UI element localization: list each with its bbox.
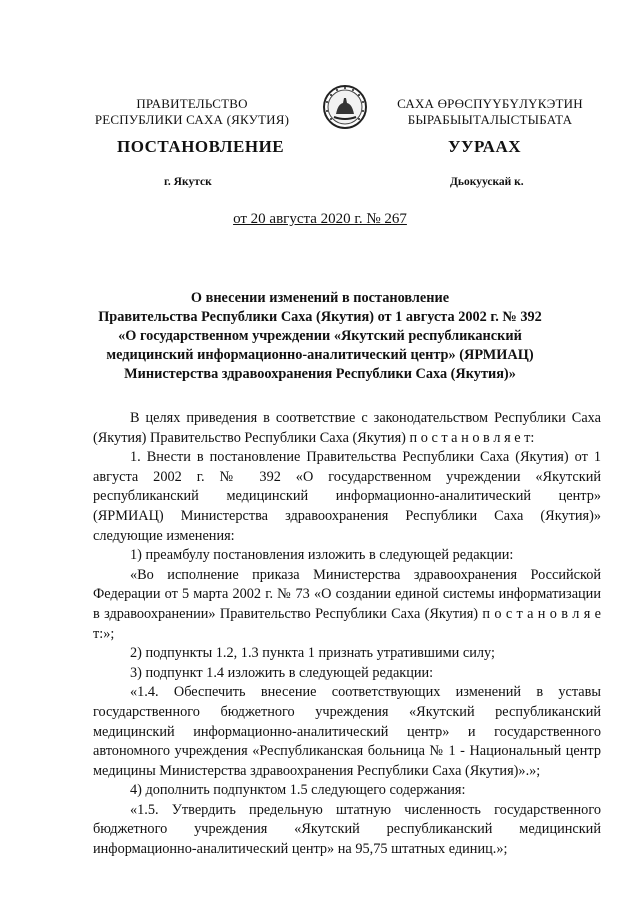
document-type-sah: УУРААХ [448, 137, 521, 156]
heading-line: «О государственном учреждении «Якутский республиканский [118, 328, 522, 344]
body-paragraph: «Во исполнение приказа Министерства здравоохранения Российской Федерации от 5 марта 2002 г. № 73 «О создании единой системы информатизации в здравоохранении» Правительство Республики Саха (Якутия) п о с т а н о в л я е т:»; [93, 566, 601, 642]
header-right-line2: БЫРАБЫЫТАЛЫСТЫБАТА [407, 112, 573, 127]
body-paragraph: 1. Внести в постановление Правительства Республики Саха (Якутия) от 1 августа 2002 г. № 392 «О государственном учреждении «Якутский республиканский медицинский информационно-аналитический центр» (ЯРМИАЦ) Министерства здравоохранения Республики Саха (Якутия)» следующие изменения: [93, 449, 601, 544]
date-number: от 20 августа 2020 г. № 267 [233, 211, 407, 227]
header-right-line1: САХА ӨРӨСПҮҮБҮЛҮКЭТИН [397, 96, 583, 111]
document-body [93, 409, 601, 860]
body-paragraph: «1.5. Утвердить предельную штатную численность государственного бюджетного учреждения «Якутский республиканский медицинский информационно-аналитический центр» на 95,75 штатных единиц.»; [93, 801, 601, 858]
city-ru: г. Якутск [164, 176, 212, 188]
header-left-org [92, 96, 292, 128]
body-paragraph: 2) подпункты 1.2, 1.3 пункта 1 признать утратившими силу; [130, 645, 495, 662]
body-paragraph: 3) подпункт 1.4 изложить в следующей редакции: [130, 664, 434, 681]
body-paragraph: 4) дополнить подпунктом 1.5 следующего содержания: [130, 782, 466, 799]
heading-line: О внесении изменений в постановление [190, 290, 450, 306]
body-paragraph: 1) преамбулу постановления изложить в следующей редакции: [130, 547, 514, 564]
heading-line: Правительства Республики Саха (Якутия) от 1 августа 2002 г. № 392 [98, 309, 542, 325]
date-number-line [0, 211, 640, 228]
body-paragraph: В целях приведения в соответствие с законодательством Республики Саха (Якутия) Правительство Республики Саха (Якутия) п о с т а н о в л я е т: [93, 410, 601, 446]
document-type-ru: ПОСТАНОВЛЕНИЕ [117, 137, 285, 156]
coat-of-arms-emblem [322, 84, 368, 130]
city-sah: Дьокуускай к. [450, 176, 524, 188]
document-heading [80, 289, 560, 384]
header-right-org [370, 96, 610, 128]
heading-line: медицинский информационно-аналитический центр» (ЯРМИАЦ) [106, 347, 534, 363]
body-paragraph: «1.4. Обеспечить внесение соответствующих изменений в уставы государственного бюджетного учреждения «Якутский республиканский медицинский информационно-аналитический центр» и государственного автономного учреждения «Республиканская больница № 1 - Национальный центр медицины Министерства здравоохранения Республики Саха (Якутия)».»; [93, 684, 601, 779]
header-left-line2: РЕСПУБЛИКИ САХА (ЯКУТИЯ) [94, 112, 290, 127]
heading-line: Министерства здравоохранения Республики Саха (Якутия)» [124, 366, 516, 382]
header-left-line1: ПРАВИТЕЛЬСТВО [136, 96, 248, 111]
